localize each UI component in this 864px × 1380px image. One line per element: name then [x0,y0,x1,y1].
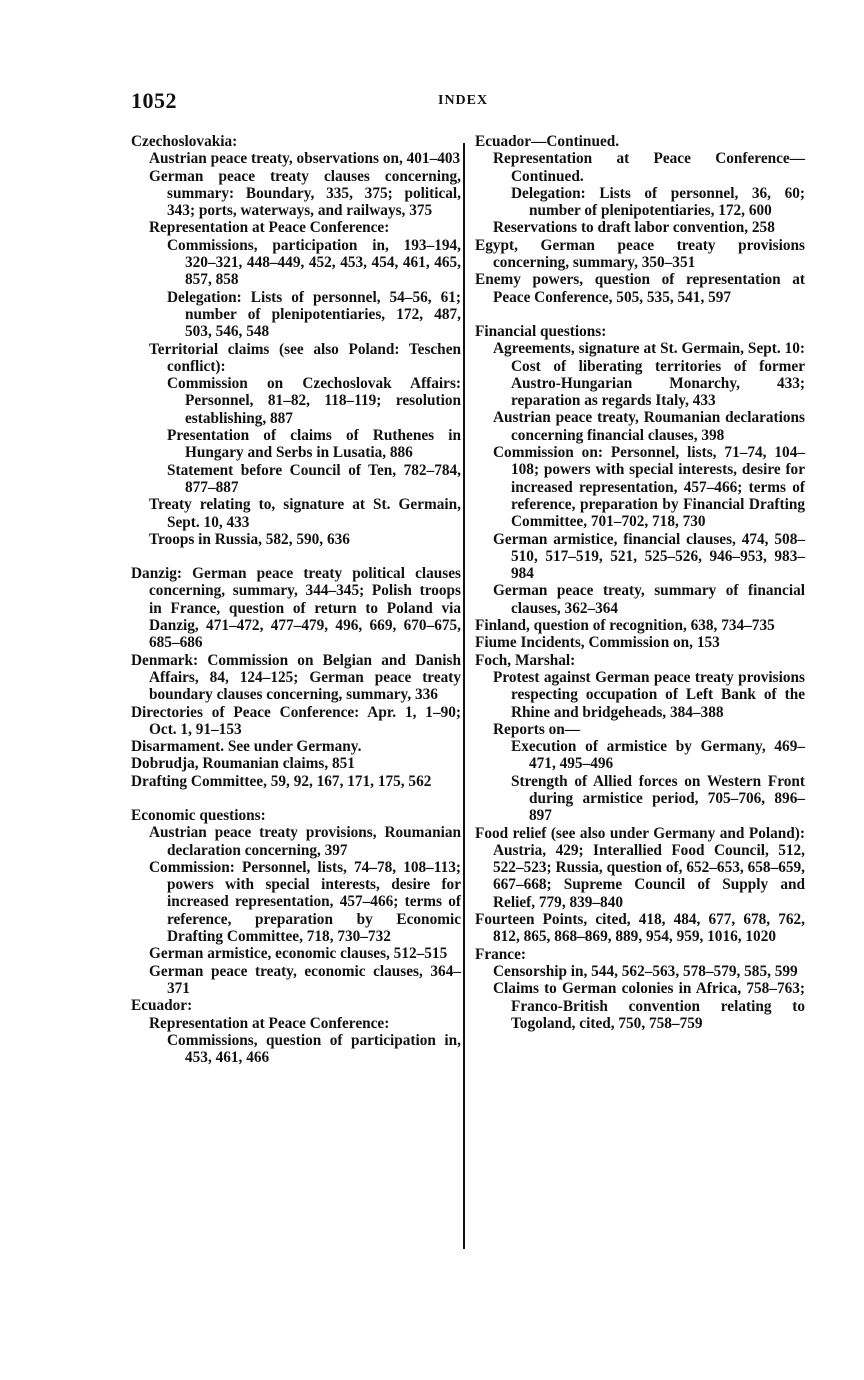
index-entry: Presentation of claims of Ruthenes in Hungary and Serbs in Lusatia, 886 [167,427,461,462]
index-entry: Austrian peace treaty, observations on, 401–403 [149,150,461,168]
index-entry: Dobrudja, Roumanian claims, 851 [131,755,355,773]
index-entry: German peace treaty, economic clauses, 364–371 [149,962,461,997]
index-entry: Representation at Peace Conference: [149,219,390,237]
index-entry: Czechoslovakia: [131,133,238,150]
index-entry: German armistice, economic clauses, 512–515 [149,945,448,963]
index-entry: German peace treaty clauses concerning, summary: Boundary, 335, 375; political, 343; ports, waterways, and railways, 375 [149,167,461,220]
index-entry: Strength of Allied forces on Western Front during armistice period, 705–706, 896–897 [511,772,805,825]
index-entry: Territorial claims (see also Poland: Teschen conflict): [149,340,461,375]
index-entry: Ecuador—Continued. [475,133,620,150]
index-entry: Censorship in, 544, 562–563, 578–579, 585, 599 [493,962,798,980]
index-entry: Troops in Russia, 582, 590, 636 [149,530,350,548]
index-entry: Execution of armistice by Germany, 469–471, 495–496 [511,738,805,773]
index-entry: France: [475,945,526,963]
index-entry: Commissions, question of participation in, 453, 461, 466 [167,1031,461,1067]
index-entry: Disarmament. See under Germany. [131,738,362,756]
index-entry: Denmark: Commission on Belgian and Danish Affairs, 84, 124–125; German peace treaty boundary clauses concerning, summary, 336 [131,651,461,704]
index-entry: Commission on Czechoslovak Affairs: Personnel, 81–82, 118–119; resolution establishing, 887 [167,375,461,427]
index-entry: Protest against German peace treaty provisions respecting occupation of Left Bank of the Rhine and bridgeheads, 384–388 [493,668,805,721]
index-entry: Delegation: Lists of personnel, 36, 60; number of plenipotentiaries, 172, 600 [511,184,805,220]
index-entry: Enemy powers, question of representation at Peace Conference, 505, 535, 541, 597 [475,271,805,306]
index-entry: Austrian peace treaty, Roumanian declarations concerning financial clauses, 398 [493,409,805,444]
index-entry: Economic questions: [131,806,266,824]
index-entry: Danzig: German peace treaty political clauses concerning, summary, 344–345; Polish troops in France, question of return to Poland via Danzig, 471–472, 477–479, 496, 669, 670–675, 685–686 [131,565,461,652]
index-entry: Delegation: Lists of personnel, 54–56, 61; number of plenipotentiaries, 172, 487, 503, 546, 548 [167,288,461,341]
index-entry: Financial questions: [475,322,607,340]
index-column-right [475,133,805,1032]
index-entry: Reservations to draft labor convention, 258 [493,219,775,237]
index-entry: Food relief (see also under Germany and Poland): Austria, 429; Interallied Food Council, 512, 522–523; Russia, question of, 652–653, 658–659, 667–668; Supreme Council of Supply and Relief, 779, 839–840 [475,824,805,911]
index-entry: Ecuador: [131,997,193,1015]
index-entry: Agreements, signature at St. Germain, Sept. 10: Cost of liberating territories of former Austro-Hungarian Monarchy, 433; reparation as regards Italy, 433 [493,340,805,410]
index-entry: Reports on— [493,720,581,738]
index-entry: German armistice, financial clauses, 474, 508–510, 517–519, 521, 525–526, 946–953, 983–984 [493,530,805,583]
index-entry: Foch, Marshal: [475,651,576,669]
page-number: 1052 [131,88,177,113]
index-entry: Directories of Peace Conference: Apr. 1, 1–90; Oct. 1, 91–153 [131,703,461,738]
index-column-left [131,133,461,1066]
index-entry: Austrian peace treaty provisions, Roumanian declaration concerning, 397 [149,824,461,859]
index-entry: Commissions, participation in, 193–194, 320–321, 448–449, 452, 453, 454, 461, 465, 857, 858 [167,236,461,289]
index-entry: German peace treaty, summary of financial clauses, 362–364 [493,582,805,617]
index-entry: Representation at Peace Conference—Continued. [493,150,805,185]
index-entry: Claims to German colonies in Africa, 758–763; Franco-British convention relating to Togoland, cited, 750, 758–759 [493,980,805,1032]
index-entry: Fourteen Points, cited, 418, 484, 677, 678, 762, 812, 865, 868–869, 889, 954, 959, 1016, 1020 [475,911,805,946]
index-entry: Statement before Council of Ten, 782–784, 877–887 [167,461,461,496]
index-entry: Drafting Committee, 59, 92, 167, 171, 175, 562 [131,772,432,790]
index-entry: Commission: Personnel, lists, 74–78, 108–113; powers with special interests, desire for increased representation, 457–466; terms of reference, preparation by Economic Drafting Committee, 718, 730–732 [149,858,461,946]
column-divider [463,143,465,1249]
index-entry: Commission on: Personnel, lists, 71–74, 104–108; powers with special interests, desire for increased representation, 457–466; terms of reference, preparation by Financial Drafting Committee, 701–702, 718, 730 [493,444,805,531]
index-entry: Fiume Incidents, Commission on, 153 [475,634,720,652]
index-entry: Egypt, German peace treaty provisions concerning, summary, 350–351 [475,236,805,272]
running-head: INDEX [438,93,489,108]
index-entry: Representation at Peace Conference: [149,1014,390,1032]
index-entry: Treaty relating to, signature at St. Germain, Sept. 10, 433 [149,496,461,531]
index-entry: Finland, question of recognition, 638, 734–735 [475,617,775,635]
